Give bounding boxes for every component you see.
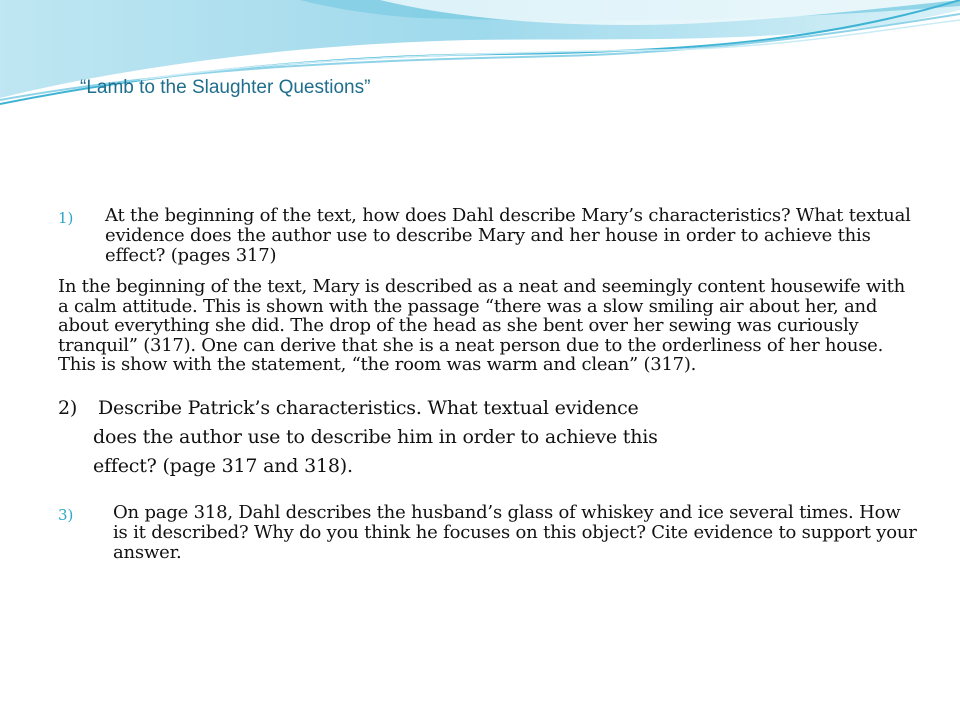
question-text: On page 318, Dahl describes the husband’s glass of whiskey and ice several times. How is it described? Why do you think he focuses on this object? Cite evidence to support your answer. xyxy=(113,501,917,563)
question-number: 3) xyxy=(58,505,74,524)
slide-title: “Lamb to the Slaughter Questions” xyxy=(80,77,371,98)
question-text-line-3: effect? (page 317 and 318). xyxy=(93,454,353,477)
question-number: 2) xyxy=(58,396,78,419)
question-2 xyxy=(58,394,918,481)
question-text: At the beginning of the text, how does Dahl describe Mary’s characteristics? What textual evidence does the author use to describe Mary and her house in order to achieve this effect? (pages 317) xyxy=(105,205,911,266)
question-text-line-1: Describe Patrick’s characteristics. What textual evidence xyxy=(98,396,639,419)
slide-body xyxy=(58,206,918,563)
question-text-line-2: does the author use to describe him in order to achieve this xyxy=(93,425,658,448)
question-number: 1) xyxy=(58,209,74,227)
answer-1: In the beginning of the text, Mary is described as a neat and seemingly content housewife with a calm attitude. This is shown with the passage “there was a slow smiling air about her, and about everything she did. The drop of the head as she bent over her sewing was curiously tranquil” (317). One can derive that she is a neat person due to the orderliness of her house. This is show with the statement, “the room was warm and clean” (317). xyxy=(58,276,905,375)
header-wave-decoration xyxy=(0,0,960,130)
question-1 xyxy=(58,206,918,266)
question-3 xyxy=(58,503,918,563)
